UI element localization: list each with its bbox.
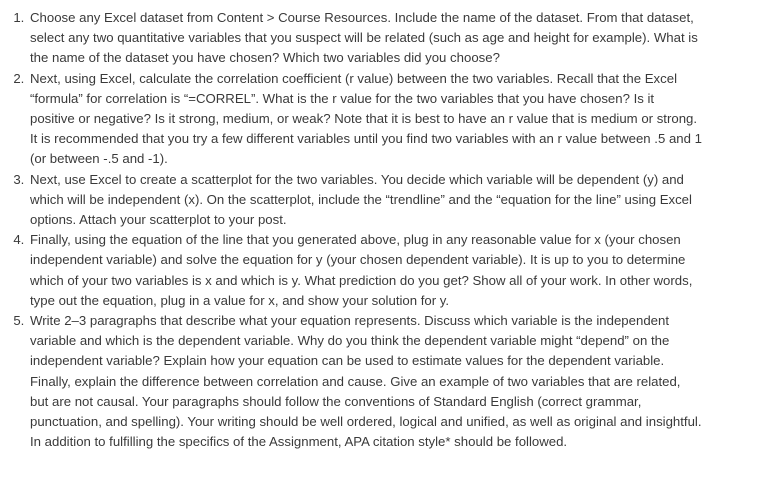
list-item bbox=[28, 69, 765, 170]
assignment-instruction-list bbox=[0, 8, 765, 452]
list-item-text: 4. Finally, using the equation of the line that you generated above, plug in any reasonable value for x (your chosen independent variable) and solve the equation for y (your chosen dependent variable). It is up to you to determine which of your two variables is x and which is y. What prediction do you get? Show all of your work. In other words, type out the equation, plug in a value for x, and show your solution for y. bbox=[30, 232, 693, 308]
list-item-text: 3. Next, use Excel to create a scatterplot for the two variables. You decide which variable will be dependent (y) and which will be independent (x). On the scatterplot, include the “trendline” and the “equation for the line” using Excel options. Attach your scatterplot to your post. bbox=[30, 171, 692, 228]
list-item-text: 2. Next, using Excel, calculate the correlation coefficient (r value) between the two variables. Recall that the Excel “formula” for correlation is “=CORREL”. What is the r value for the two variables that you have chosen? Is it positive or negative? Is it strong, medium, or weak? Note that it is best to have an r value that is medium or strong. It is recommended that you try a few different variables until you find two variables with an r value between .5 and 1 (or between -.5 and -1). bbox=[30, 70, 702, 167]
list-item-text: 5. Write 2–3 paragraphs that describe what your equation represents. Discuss which variable is the independent variable and which is the dependent variable. Why do you think the dependent variable might “depend” on the independent variable? Explain how your equation can be used to estimate values for the dependent variable. Finally, explain the difference between correlation and cause. Give an example of two variables that are related, but are not causal. Your paragraphs should follow the conventions of Standard English (correct grammar, punctuation, and spelling). Your writing should be well ordered, logical and unified, as well as original and insightful. In addition to fulfilling the specifics of the Assignment, APA citation style* should be followed. bbox=[30, 313, 702, 450]
list-item bbox=[28, 230, 765, 311]
list-item-text: 1. Choose any Excel dataset from Content > Course Resources. Include the name of the dataset. From that dataset, select any two quantitative variables that you suspect will be related (such as age and height for example). What is the name of the dataset you have chosen? Which two variables did you choose? bbox=[30, 10, 698, 66]
list-item bbox=[28, 8, 765, 69]
list-item bbox=[28, 170, 765, 231]
list-item bbox=[28, 311, 765, 452]
